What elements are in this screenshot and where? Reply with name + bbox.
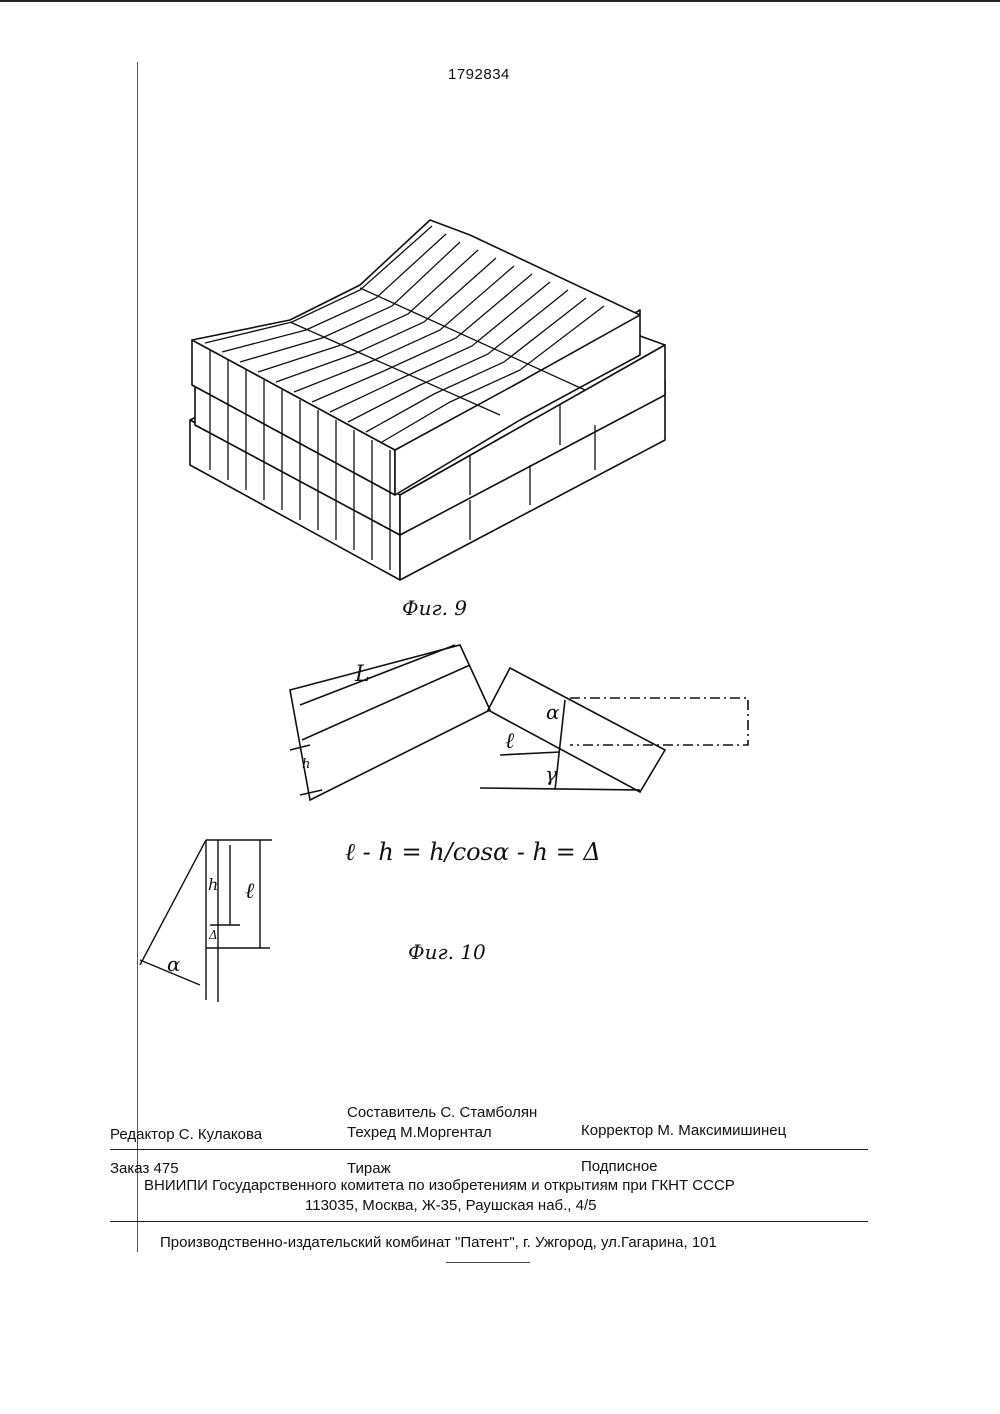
imprint-rule-1 (110, 1149, 868, 1150)
techred: Техред М.Моргентал (347, 1124, 492, 1141)
fig10-left-bar (290, 645, 490, 800)
figure-10-caption: Фиг. 10 (408, 940, 486, 964)
fig10-left-bar-inner (302, 665, 470, 740)
publisher: Производственно-издательский комбинат "Патент", г. Ужгород, ул.Гагарина, 101 (160, 1234, 717, 1251)
compiler: Составитель С. Стамболян (347, 1104, 538, 1121)
fig10-right-bar (488, 668, 665, 792)
fig10-formula: ℓ - h = h/cosα - h = Δ (345, 838, 601, 866)
fig10-tri-label-l: ℓ (245, 879, 255, 904)
figure-9-caption: Фиг. 9 (402, 596, 468, 620)
fig10-tri-hyp (140, 840, 206, 965)
patent-number: 1792834 (448, 66, 510, 83)
fig10-label-L: L (355, 662, 370, 687)
fig10-label-gamma: γ (545, 762, 557, 786)
fig10-left-dim-h-2 (300, 790, 322, 795)
institution: ВНИИПИ Государственного комитета по изобретениям и открытиям при ГКНТ СССР (144, 1177, 735, 1194)
fig10-label-h: h (302, 757, 311, 772)
fig10-tri-label-h: h (208, 875, 219, 894)
order: Заказ 475 (110, 1160, 179, 1177)
editor: Редактор С. Кулакова (110, 1126, 263, 1143)
fig10-label-l: ℓ (505, 729, 515, 754)
fig10-tri-label-delta: Δ (209, 928, 218, 942)
fig10-label-alpha: α (546, 700, 560, 724)
corrector: Корректор М. Максимишинец (581, 1122, 787, 1139)
fig10-left-dim-L (300, 645, 455, 705)
fig10-tri-label-alpha: α (167, 952, 181, 976)
circulation: Тираж (347, 1160, 391, 1177)
fig10-reference-rect (570, 698, 748, 745)
subscription: Подписное (581, 1158, 658, 1175)
fig10-dim-gamma (480, 788, 640, 790)
address: 113035, Москва, Ж-35, Раушская наб., 4/5 (305, 1197, 597, 1214)
imprint-rule-2 (110, 1221, 868, 1222)
publisher-underline (446, 1262, 530, 1263)
